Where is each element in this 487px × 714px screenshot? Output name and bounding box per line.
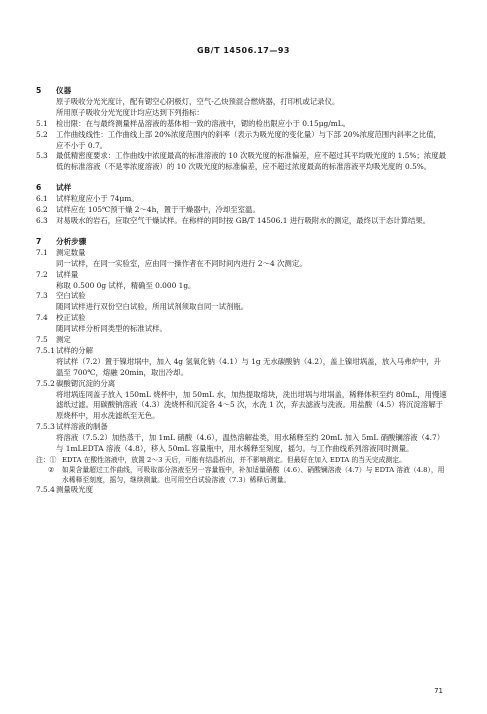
section-6-heading: 6 试样 xyxy=(36,183,72,193)
clause-7-4-body: 随同试样分析同类型的标准试样。 xyxy=(56,324,167,334)
clause-7-5-4-title: 7.5.4 测量吸光度 xyxy=(36,485,93,494)
page-number: 71 xyxy=(434,687,443,695)
clause-7-3-body: 随同试样进行双份空白试验，所用试剂须取自同一试剂瓶。 xyxy=(56,302,249,312)
clause-7-5-2-title: 7.5.2 碳酸锶沉淀的分离 xyxy=(36,378,116,388)
clause-7-5-3-body: 将溶液（7.5.2）加热蒸干，加 1mL 硝酸（4.6），温热溶解盐类，用水稀释至约 20mL 加入 5mL 硝酸镧溶液（4.7）与 1mLEDTA 溶液（4.8），移入 50mL 容量瓶中，用水稀释至刻度，摇匀。与工作曲线系列溶液同时测量。 xyxy=(56,433,445,454)
clause-5-3: 5.3 最低精密度要求：工作曲线中浓度最高的标准溶液的 10 次吸光度的标准偏差，应不超过其平均吸光度的 1.5%；浓度最低的标准溶液（不是零浓度溶液）的 10 次吸光度的标准偏差，应不超过浓度最高的标准溶液平均吸光度的 0.5%。 xyxy=(36,151,446,172)
clause-7-1-title: 7.1 测定数量 xyxy=(36,247,86,257)
clause-7-5-1-body: 将试样（7.2）置于镍坩埚中，加入 4g 氢氧化钠（4.1）与 1g 无水碳酸钠（4.2），盖上镍坩埚盖，放入马弗炉中，升温至 700℃，熔融 20min，取出冷却。 xyxy=(56,356,442,377)
section-7-heading: 7 分析步骤 xyxy=(36,236,87,246)
clause-7-5-2-body: 将坩埚连同盖子放入 150mL 烧杯中，加 50mL 水，加热提取熔块，洗出坩埚与坩埚盖，稀释体积至约 80mL，用慢速滤纸过滤。用碳酸钠溶液（4.3）洗烧杯和沉淀各 4～5 次，水洗 1 次，弃去滤液与洗液。用盐酸（4.5）将沉淀溶解于原烧杯中，用水洗滤纸至无色。 xyxy=(56,389,447,421)
clause-7-1-body: 同一试样，在同一实验室，应由同一操作者在不同时间内进行 2～4 次测定。 xyxy=(56,258,307,268)
clause-5-2: 5.2 工作曲线线性：工作曲线上部 20%浓度范围内的斜率（表示为吸光度的变化量）与下部 20%浓度范围内斜率之比值，应不小于 0.7。 xyxy=(36,129,441,150)
note-1: 注：① EDTA 在酸性溶液中，放置 2～3 天后，可能有结晶析出，并不影响测定。但最好在加入 EDTA 的当天完成测定。 xyxy=(36,456,406,464)
clause-6-1: 6.1 试样粒度应小于 74μm。 xyxy=(36,194,139,204)
clause-7-5-title: 7.5 测定 xyxy=(36,335,71,345)
standard-number-header: GB/T 14506.17—93 xyxy=(197,46,290,55)
note-2: ② 如果含量超过工作曲线，可吸取部分溶液至另一容量瓶中，补加适量硝酸（4.6）、硝酸镧溶液（4.7）与 EDTA 溶液（4.8），用水稀释至刻度，摇匀，继续测量。也可用空白试验溶液（7.3）稀释后测量。 xyxy=(48,466,445,484)
clause-5-1: 5.1 检出限：在与最终测量样品溶液的基体相一致的溶液中，锶的检出限应小于 0.15μg/mL。 xyxy=(36,118,351,128)
clause-7-2-body: 称取 0.500 0g 试样，精确至 0.000 1g。 xyxy=(56,280,196,290)
clause-6-2: 6.2 试样应在 105℃预干燥 2～4h，置于干燥器中，冷却至室温。 xyxy=(36,205,260,215)
clause-6-3: 6.3 对易吸水的岩石，应取空气干燥试样。在称样的同时按 GB/T 14506.1 进行吸附水的测定，最终以干态计算结果。 xyxy=(36,215,431,225)
clause-7-4-title: 7.4 校正试验 xyxy=(36,313,86,323)
clause-7-2-title: 7.2 试样量 xyxy=(36,269,79,279)
clause-7-5-1-title: 7.5.1 试样的分解 xyxy=(36,345,93,355)
section-5-intro: 原子吸收分光光度计，配有锶空心阴极灯，空气-乙炔预混合燃烧器，打印机或记录仪。 xyxy=(56,96,340,106)
clause-7-3-title: 7.3 空白试验 xyxy=(36,291,86,301)
section-5-intro-2: 所用原子吸收分光光度计均应达到下列指标： xyxy=(56,107,204,117)
document-body xyxy=(36,80,448,496)
clause-7-5-3-title: 7.5.3 试样溶液的制备 xyxy=(36,422,108,432)
section-5-heading: 5 仪器 xyxy=(36,86,72,95)
